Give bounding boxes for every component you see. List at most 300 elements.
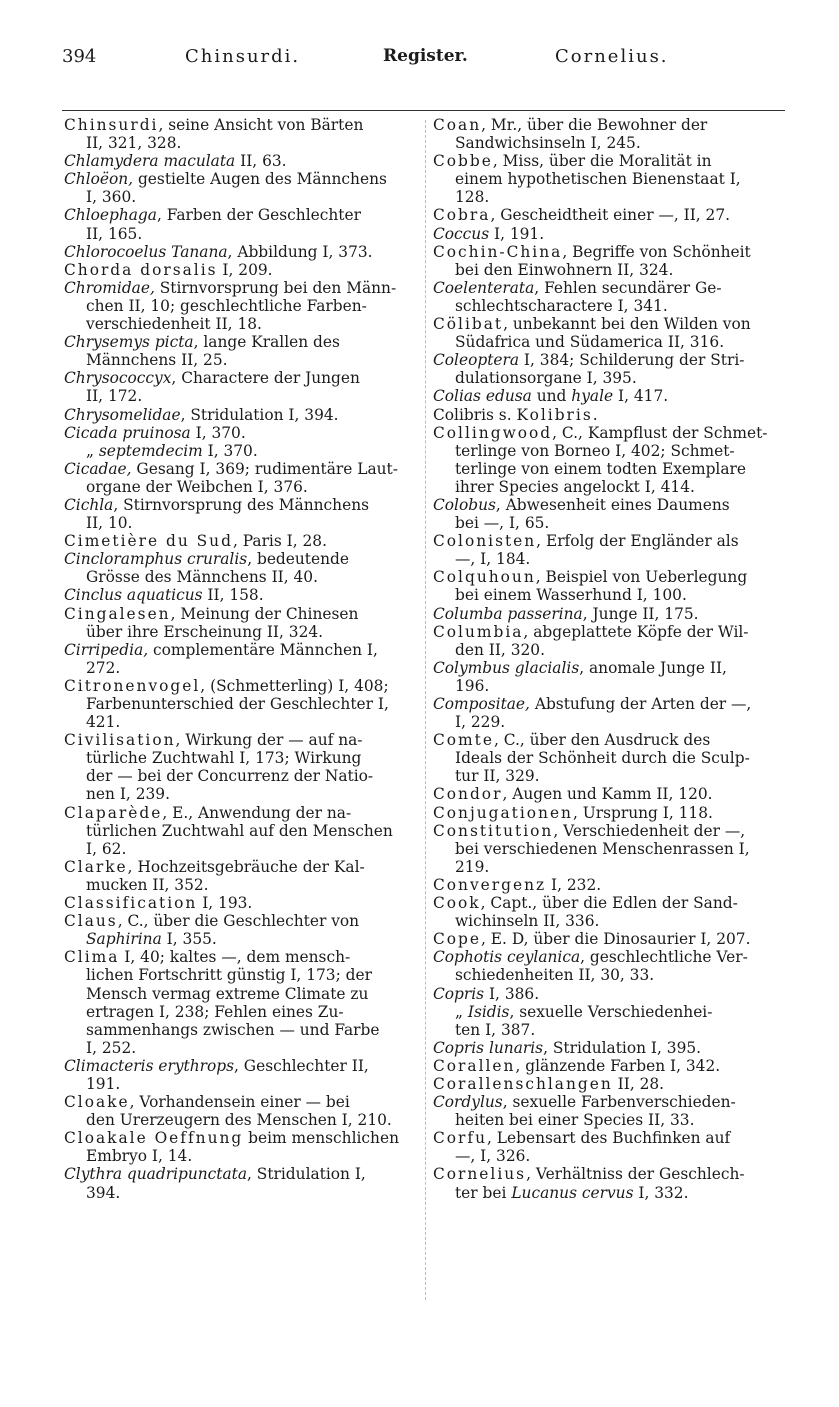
entry-text: I, 384; Schilderung der Stri- [519, 351, 745, 370]
index-entry [64, 532, 416, 550]
spaced-term: Corallen [433, 1056, 516, 1075]
entry-line [433, 1129, 785, 1147]
entry-text: , geschlechtliche Ver- [580, 948, 748, 967]
entry-line [433, 1003, 785, 1021]
entry-line [433, 243, 785, 261]
italic-term: Cordylus [433, 1093, 503, 1112]
italic-term: Cirripedia, [64, 640, 149, 659]
index-entry [433, 1093, 785, 1129]
entry-line [64, 550, 416, 568]
entry-text: , Paris I, 28. [232, 532, 327, 551]
column-divider [425, 120, 426, 1300]
entry-line [433, 840, 785, 858]
entry-line [433, 894, 785, 912]
index-entry [433, 930, 785, 948]
entry-text: , Gescheidtheit einer —, II, 27. [490, 206, 731, 225]
entry-text: , Meinung der Chinesen [170, 604, 359, 623]
index-entry [64, 333, 416, 369]
entry-text: , Capt., über die Edlen der Sand- [480, 894, 738, 913]
entry-text: I, 417. [613, 387, 669, 406]
entry-text: II, 158. [202, 586, 264, 605]
entry-text: I, 209. [217, 260, 273, 279]
entry-text: , Hochzeitsgebräuche der Kal- [127, 857, 365, 876]
entry-text: I, 229. [455, 713, 506, 732]
entry-line [64, 1021, 416, 1039]
spaced-term: Convergenz [433, 875, 547, 894]
entry-text: I, 193. [197, 894, 253, 913]
entry-line [433, 116, 785, 134]
entry-line [64, 840, 416, 858]
index-entry [433, 424, 785, 496]
entry-line [64, 1003, 416, 1021]
index-entry [64, 369, 416, 405]
entry-line [433, 1093, 785, 1111]
entry-text: Gesang I, 369; rudimentäre Laut- [131, 459, 398, 478]
italic-term: Chromidae, [64, 278, 155, 297]
entry-text: , seine Ansicht von Bärten [158, 116, 364, 134]
entry-line [433, 767, 785, 785]
entry-text: chen II, 10; geschlechtliche Farben- [86, 296, 367, 315]
index-entry [64, 406, 416, 424]
entry-line [64, 731, 416, 749]
italic-term: Cichla [64, 495, 114, 514]
entry-text: 191. [86, 1074, 121, 1093]
entry-line [433, 1021, 785, 1039]
index-entry [64, 1093, 416, 1129]
entry-line [433, 152, 785, 170]
index-entry [64, 460, 416, 496]
entry-text: „ [86, 441, 99, 460]
entry-text: Männchens II, 25. [86, 351, 228, 370]
entry-line [64, 152, 416, 170]
entry-text: I, 370. [190, 423, 246, 442]
entry-text: 128. [455, 188, 490, 207]
entry-line [433, 424, 785, 442]
entry-line [64, 659, 416, 677]
entry-text: , Stridulation I, 394. [180, 405, 339, 424]
entry-line [64, 1039, 416, 1057]
spaced-term: Comte [433, 731, 494, 750]
entry-line [64, 315, 416, 333]
index-entry [433, 1129, 785, 1165]
entry-text: , glänzende Farben I, 342. [515, 1056, 721, 1075]
entry-text: , anomale Junge II, [579, 658, 727, 677]
entry-line [64, 1057, 416, 1075]
entry-line [64, 1165, 416, 1183]
entry-text: über ihre Erscheinung II, 324. [86, 622, 324, 641]
index-entry [64, 894, 416, 912]
index-entry [433, 243, 785, 279]
entry-text: und [531, 387, 572, 406]
entry-text: I, 332. [633, 1183, 689, 1202]
entry-text: schiedenheiten II, 30, 33. [455, 966, 655, 985]
index-entry [433, 387, 785, 405]
entry-text: , Augen und Kamm II, 120. [502, 785, 713, 804]
entry-line [433, 858, 785, 876]
entry-text: II, 63. [235, 152, 287, 171]
index-entry [64, 912, 416, 948]
spaced-term: Corallenschlangen [433, 1074, 613, 1093]
entry-text: der — bei der Concurrenz der Natio- [86, 767, 374, 786]
entry-text: bei den Einwohnern II, 324. [455, 260, 674, 279]
entry-line [433, 659, 785, 677]
spaced-term: Conjugationen [433, 803, 573, 822]
index-entry [64, 731, 416, 803]
italic-term: Colymbus glacialis [433, 658, 580, 677]
entry-line [433, 333, 785, 351]
italic-term: Chrysomelidae [64, 405, 181, 424]
entry-line [64, 369, 416, 387]
entry-line [64, 605, 416, 623]
spaced-term: Coan [433, 116, 482, 134]
entry-line [433, 406, 785, 424]
italic-term: Cincloramphus cruralis [64, 550, 248, 569]
entry-text: —, I, 326. [455, 1147, 531, 1166]
entry-line [64, 1075, 416, 1093]
entry-line [433, 586, 785, 604]
index-entry [64, 1129, 416, 1165]
entry-text: 272. [86, 658, 121, 677]
spaced-term: Cook [433, 894, 481, 913]
spaced-term: Cochin-China [433, 242, 563, 261]
entry-text: I, 62. [86, 839, 127, 858]
index-entry [433, 985, 785, 1003]
entry-line [433, 985, 785, 1003]
index-entry [64, 1165, 416, 1201]
entry-text: türlichen Zuchtwahl auf den Menschen [86, 821, 393, 840]
entry-text: , Fehlen secundärer Ge- [534, 278, 722, 297]
entry-line [64, 912, 416, 930]
index-column-left [64, 116, 416, 1202]
spaced-term: Collingwood [433, 423, 553, 442]
entry-text: , Stridulation I, 395. [543, 1038, 702, 1057]
spaced-term: Corfu [433, 1129, 488, 1148]
italic-term: Copris lunaris [433, 1038, 544, 1057]
index-entry [433, 225, 785, 243]
entry-text: ten I, 387. [455, 1020, 536, 1039]
entry-text: , Lebensart des Buchfinken auf [487, 1129, 731, 1148]
entry-line [64, 1093, 416, 1111]
entry-text: II, 172. [86, 387, 143, 406]
entry-text: complementäre Männchen I, [148, 640, 378, 659]
index-entry [433, 876, 785, 894]
entry-line [64, 424, 416, 442]
entry-line [64, 930, 416, 948]
index-entry [433, 279, 785, 315]
entry-line [64, 695, 416, 713]
entry-line [433, 514, 785, 532]
entry-text: , Verhältniss der Geschlech- [526, 1165, 745, 1184]
entry-line [433, 387, 785, 405]
entry-text: , Mr., über die Bewohner der [481, 116, 708, 134]
entry-line [433, 170, 785, 188]
entry-text: gestielte Augen des Männchens [133, 170, 387, 189]
entry-text: sammenhangs zwischen — und Farbe [86, 1020, 380, 1039]
index-entry [433, 568, 785, 604]
italic-term: Chrysococcyx [64, 369, 172, 388]
entry-text: Embryo I, 14. [86, 1147, 193, 1166]
entry-text: ertragen I, 238; Fehlen eines Zu- [86, 1002, 344, 1021]
spaced-term: Colonisten [433, 532, 537, 551]
entry-line [64, 822, 416, 840]
entry-text: , Junge II, 175. [582, 604, 699, 623]
spaced-term: Cloakale Oeffnung [64, 1129, 244, 1148]
entry-text: I, 40; kaltes —, dem mensch- [119, 948, 351, 967]
entry-text: bei —, I, 65. [455, 514, 550, 533]
italic-term: Saphirina [86, 930, 162, 949]
entry-text: 421. [86, 713, 121, 732]
entry-line [64, 876, 416, 894]
spaced-term: Cope [433, 930, 482, 949]
entry-text: terlinge von einem todten Exemplare [455, 459, 746, 478]
index-entry [433, 1039, 785, 1057]
entry-line [433, 731, 785, 749]
index-entry [64, 116, 416, 152]
entry-line [64, 1129, 416, 1147]
entry-text: Colibris s. [433, 405, 517, 424]
entry-text: , Vorhandensein einer — bei [129, 1093, 350, 1112]
entry-text: bei verschiedenen Menschenrassen I, [455, 839, 750, 858]
spaced-term: Cloake [64, 1093, 130, 1112]
entry-line [433, 930, 785, 948]
entry-line [64, 948, 416, 966]
entry-text: lichen Fortschritt günstig I, 173; der [86, 966, 372, 985]
entry-text: nen I, 239. [86, 785, 170, 804]
entry-line [64, 225, 416, 243]
entry-line [64, 749, 416, 767]
spaced-term: Kolibris [516, 405, 593, 424]
spaced-term: Columbia [433, 622, 524, 641]
italic-term: Cophotis ceylanica [433, 948, 581, 967]
entry-line [433, 460, 785, 478]
entry-text: , Erfolg der Engländer als [536, 532, 739, 551]
entry-line [433, 749, 785, 767]
italic-term: septemdecim [98, 441, 203, 460]
entry-line [433, 369, 785, 387]
entry-text: —, I, 184. [455, 550, 531, 569]
entry-text: den Urerzeugern des Menschen I, 210. [86, 1111, 392, 1130]
entry-line [64, 623, 416, 641]
entry-line [64, 261, 416, 279]
entry-line [433, 206, 785, 224]
entry-line [64, 713, 416, 731]
entry-line [64, 1111, 416, 1129]
index-entry [64, 261, 416, 279]
index-entry [433, 731, 785, 785]
index-entry [433, 659, 785, 695]
entry-line [433, 605, 785, 623]
italic-term: Coelenterata [433, 278, 535, 297]
index-entry [64, 152, 416, 170]
entry-line [64, 170, 416, 188]
italic-term: Chlorocoelus Tanana [64, 242, 228, 261]
entry-text: , sexuelle Farbenverschieden- [502, 1093, 736, 1112]
index-entry [64, 442, 416, 460]
index-entry [64, 243, 416, 261]
entry-text: , C., über die Geschlechter von [117, 912, 360, 931]
entry-text: Ideals der Schönheit durch die Sculp- [455, 749, 750, 768]
entry-text: , Begriffe von Schönheit [562, 242, 751, 261]
entry-text: Südafrica und Südamerica II, 316. [455, 333, 725, 352]
entry-text: II, 165. [86, 224, 143, 243]
entry-text: , E. D, über die Dinosaurier I, 207. [481, 930, 751, 949]
entry-text: I, 355. [161, 930, 217, 949]
entry-text: , abgeplattete Köpfe der Wil- [523, 622, 749, 641]
index-column-right [433, 116, 785, 1202]
spaced-term: Condor [433, 785, 503, 804]
italic-term: Cicadae, [64, 459, 132, 478]
entry-line [64, 406, 416, 424]
entry-line [64, 568, 416, 586]
entry-text: tur II, 329. [455, 767, 540, 786]
spaced-term: Cornelius [433, 1165, 527, 1184]
entry-line [433, 1111, 785, 1129]
entry-line [64, 532, 416, 550]
entry-text: , E., Anwendung der na- [162, 803, 352, 822]
entry-text: I, 360. [86, 188, 137, 207]
entry-text: türliche Zuchtwahl I, 173; Wirkung [86, 749, 362, 768]
entry-text: Abstufung der Arten der —, [529, 695, 752, 713]
entry-text: beim menschlichen [243, 1129, 399, 1148]
index-entry [64, 948, 416, 1057]
index-entry [433, 623, 785, 659]
running-head-left: Chinsurdi. [185, 46, 301, 67]
spaced-term: Cimetière du Sud [64, 532, 233, 551]
entry-text: II, 28. [612, 1074, 665, 1093]
italic-term: Cicada pruinosa [64, 423, 191, 442]
index-entry [64, 424, 416, 442]
index-entry [64, 206, 416, 242]
entry-text: Mensch vermag extreme Climate zu [86, 984, 369, 1003]
header-rule [62, 110, 785, 111]
entry-text: , Miss, über die Moralität in [492, 152, 712, 171]
entry-text: . [592, 405, 598, 424]
index-entry [64, 170, 416, 206]
entry-line [433, 1184, 785, 1202]
entry-line [433, 623, 785, 641]
entry-text: schlechtscharactere I, 341. [455, 296, 668, 315]
spaced-term: Chinsurdi [64, 116, 159, 134]
entry-line [433, 188, 785, 206]
index-entry [64, 605, 416, 641]
entry-line [433, 713, 785, 731]
spaced-term: Clima [64, 948, 120, 967]
italic-term: Chrysemys picta [64, 333, 194, 352]
spaced-term: Colquhoun [433, 568, 536, 587]
entry-text: einem hypothetischen Bienenstaat I, [455, 170, 741, 189]
entry-line [433, 261, 785, 279]
entry-text: Farbenunterschied der Geschlechter I, [86, 695, 389, 713]
entry-text: , (Schmetterling) I, 408; [200, 676, 389, 695]
entry-text: , Wirkung der — auf na- [175, 731, 363, 750]
entry-text: , sexuelle Verschiedenhei- [509, 1002, 713, 1021]
index-entry [433, 1165, 785, 1201]
entry-text: I, 370. [202, 441, 258, 460]
entry-line [433, 279, 785, 297]
entry-line [64, 804, 416, 822]
spaced-term: Classification [64, 894, 198, 913]
running-head-title: Register. [383, 46, 468, 66]
entry-line [433, 478, 785, 496]
page-number: 394 [62, 46, 97, 67]
entry-line [64, 677, 416, 695]
entry-line [64, 188, 416, 206]
index-entry [433, 532, 785, 568]
entry-text: , bedeutende [247, 550, 349, 569]
italic-term: Coleoptera [433, 351, 520, 370]
index-entry [64, 804, 416, 858]
entry-line [433, 351, 785, 369]
entry-text: bei einem Wasserhund I, 100. [455, 586, 687, 605]
entry-line [64, 1184, 416, 1202]
entry-text: , C., Kampflust der Schmet- [552, 423, 768, 442]
entry-line [433, 1057, 785, 1075]
index-entry [433, 804, 785, 822]
entry-line [64, 206, 416, 224]
entry-line [64, 985, 416, 1003]
entry-line [64, 785, 416, 803]
entry-text: terlinge von Borneo I, 402; Schmet- [455, 441, 735, 460]
italic-term: Clythra quadripunctata [64, 1165, 248, 1184]
spaced-term: Cingalesen [64, 604, 171, 623]
entry-text: dulationsorgane I, 395. [455, 369, 637, 388]
entry-text: wichinseln II, 336. [455, 912, 600, 931]
index-entry [433, 315, 785, 351]
spaced-term: Clarke [64, 857, 128, 876]
entry-line [433, 1165, 785, 1183]
italic-term: Chloëon, [64, 170, 134, 189]
italic-term: Isidis [467, 1002, 510, 1021]
entry-text: , Abbildung I, 373. [227, 242, 373, 261]
entry-text: 196. [455, 676, 490, 695]
entry-line [64, 460, 416, 478]
entry-line [64, 514, 416, 532]
entry-text: heiten bei einer Species II, 33. [455, 1111, 695, 1130]
entry-text: verschiedenheit II, 18. [86, 315, 262, 334]
entry-text: 219. [455, 857, 490, 876]
entry-text: , Stirnvorsprung des Männchens [113, 495, 370, 514]
italic-term: Lucanus cervus [511, 1183, 634, 1202]
index-entry [433, 496, 785, 532]
entry-text: , Abwesenheit eines Daumens [495, 495, 730, 514]
entry-line [64, 297, 416, 315]
entry-line [64, 116, 416, 134]
entry-line [64, 134, 416, 152]
entry-line [64, 858, 416, 876]
entry-line [433, 804, 785, 822]
entry-text: organe der Weibchen I, 376. [86, 477, 308, 496]
entry-line [433, 496, 785, 514]
italic-term: Columba passerina [433, 604, 583, 623]
index-entry [433, 1003, 785, 1039]
running-head-right: Cornelius. [555, 46, 669, 67]
entry-text: , Geschlechter II, [234, 1056, 369, 1075]
entry-line [433, 876, 785, 894]
spaced-term: Chorda dorsalis [64, 260, 218, 279]
entry-line [433, 785, 785, 803]
index-entry [433, 1057, 785, 1075]
entry-text: , lange Krallen des [193, 333, 340, 352]
entry-line [64, 387, 416, 405]
entry-line [64, 478, 416, 496]
entry-line [64, 894, 416, 912]
index-entry [433, 351, 785, 387]
entry-line [433, 297, 785, 315]
entry-line [64, 966, 416, 984]
index-entry [433, 406, 785, 424]
entry-text: Stirnvorsprung bei den Männ- [154, 278, 397, 297]
entry-line [433, 1039, 785, 1057]
